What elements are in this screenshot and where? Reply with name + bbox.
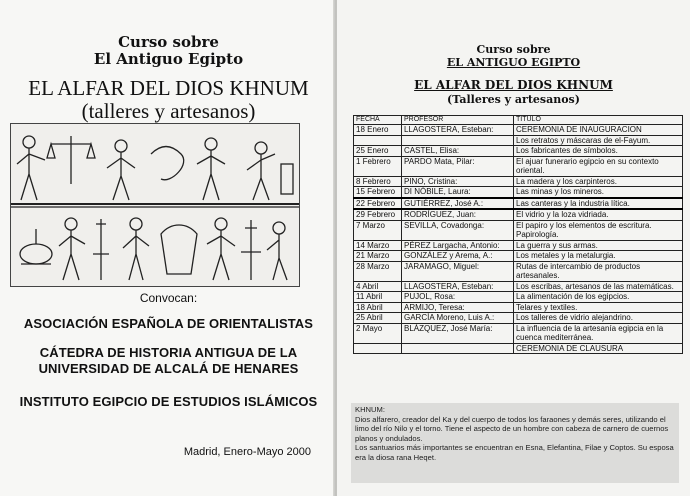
cell-fecha [354,343,402,354]
cell-fecha: 14 Marzo [354,240,402,251]
cell-profesor: BLÁZQUEZ, José María: [402,323,514,343]
cell-profesor: LLAGOSTERA, Esteban: [402,281,514,292]
cell-profesor: CASTEL, Elisa: [402,146,514,157]
right-page [337,0,690,496]
khnum-note [351,403,679,483]
table-header-row [354,116,683,125]
cell-titulo: La influencia de la artesanía egipcia en la cuenca mediterránea. [514,323,683,343]
header-titulo: TÍTULO [514,116,683,125]
schedule-table [353,115,683,354]
table-row [354,292,683,303]
cell-profesor: PINO, Cristina: [402,176,514,187]
cell-titulo: El vidrio y la loza vidriada. [514,209,683,220]
table-row [354,146,683,157]
right-subtitle: (Talleres y artesanos) [447,93,580,106]
organizer-3: INSTITUTO EGIPCIO DE ESTUDIOS ISLÁMICOS [19,394,318,409]
cell-fecha: 18 Abril [354,302,402,313]
cell-titulo: Los metales y la metalurgia. [514,251,683,262]
table-row [354,240,683,251]
cell-fecha: 22 Febrero [354,198,402,210]
cell-fecha: 18 Enero [354,125,402,136]
table-row [354,156,683,176]
table-row [354,187,683,198]
organizer-2-line1: CÁTEDRA DE HISTORIA ANTIGUA DE LA [39,345,298,360]
egyptian-relief-illustration [10,123,300,287]
cell-titulo: El papiro y los elementos de escritura. Papirología. [514,220,683,240]
table-row [354,125,683,136]
table-row [354,313,683,324]
table-row [354,251,683,262]
cell-fecha: 7 Marzo [354,220,402,240]
worker-figure-1 [17,136,45,200]
cell-profesor: GONZÁLEZ y Arema, A.: [402,251,514,262]
cell-titulo: Rutas de intercambio de productos artesanales. [514,261,683,281]
table-row [354,281,683,292]
cell-profesor: PUJOL, Rosa: [402,292,514,303]
right-course-line2: EL ANTIGUO EGIPTO [446,56,581,69]
cell-fecha: 4 Abril [354,281,402,292]
cell-titulo: Los fabricantes de símbolos. [514,146,683,157]
cell-fecha: 1 Febrero [354,156,402,176]
cell-profesor: GARCÍA Moreno, Luis A.: [402,313,514,324]
cell-profesor: RODRÍGUEZ, Juan: [402,209,514,220]
header-fecha: FECHA [354,116,402,125]
worker-figure-2 [107,140,135,200]
cell-profesor: ARMIJO, Teresa: [402,302,514,313]
cell-titulo: La alimentación de los egipcios. [514,292,683,303]
cell-titulo: Las minas y los mineros. [514,187,683,198]
organizer-1: ASOCIACIÓN ESPAÑOLA DE ORIENTALISTAS [23,316,314,331]
table-row [354,261,683,281]
cell-profesor [402,135,514,146]
cell-fecha: 15 Febrero [354,187,402,198]
cell-titulo: Las canteras y la industria lítica. [514,198,683,210]
cell-titulo: La guerra y sus armas. [514,240,683,251]
cell-profesor: DI NÓBILE, Laura: [402,187,514,198]
cell-titulo: CEREMONIA DE INAUGURACION [514,125,683,136]
main-title: EL ALFAR DEL DIOS KHNUM [28,76,309,100]
cell-titulo: El ajuar funerario egipcio en su contexto oriental. [514,156,683,176]
cell-fecha: 29 Febrero [354,209,402,220]
course-title-line2: El Antiguo Egipto [93,50,244,68]
cell-profesor: GUTIÉRREZ, José A.: [402,198,514,210]
furnace-shape [151,147,184,180]
cell-titulo: Los talleres de vidrio alejandrino. [514,313,683,324]
cell-profesor: SEVILLA, Covadonga: [402,220,514,240]
cell-titulo: La madera y los carpinteros. [514,176,683,187]
khnum-text-1: Dios alfarero, creador del Ka y del cuerpo de todos los faraones y demás seres, utilizando el limo del río Nilo y el torno. Tiene el aspecto de un hombre con cabeza de carnero de cuernos planos y ondulados. [355,414,669,443]
cell-fecha: 2 Mayo [354,323,402,343]
cell-profesor: PARDO Mata, Pilar: [402,156,514,176]
table-row [354,209,683,220]
cell-fecha: 25 Abril [354,313,402,324]
cell-fecha: 21 Marzo [354,251,402,262]
cell-titulo: Telares y textiles. [514,302,683,313]
table-row [354,135,683,146]
left-page [0,0,337,496]
right-course-line1: Curso sobre [476,43,551,56]
cell-titulo: Los escribas, artesanos de las matemáticas. [514,281,683,292]
balance-scale [47,136,95,184]
lower-register [20,218,287,280]
table-row [354,198,683,210]
table-row [354,176,683,187]
organizer-2-line2: UNIVERSIDAD DE ALCALÁ DE HENARES [38,361,299,376]
cell-profesor [402,343,514,354]
table-row [354,323,683,343]
cell-titulo: CEREMONIA DE CLAUSURA [514,343,683,354]
course-title-line1: Curso sobre [118,33,219,51]
table-row [354,220,683,240]
cell-fecha: 11 Abril [354,292,402,303]
table-row [354,343,683,354]
cell-profesor: LLAGOSTERA, Esteban: [402,125,514,136]
cell-fecha: 28 Marzo [354,261,402,281]
khnum-heading: KHNUM: [355,405,385,414]
cell-fecha [354,135,402,146]
table-row [354,302,683,313]
location-date: Madrid, Enero-Mayo 2000 [183,446,311,458]
cell-titulo: Los retratos y máscaras de el-Fayum. [514,135,683,146]
header-profesor: PROFESOR [402,116,514,125]
convocan-label: Convocan: [139,291,198,305]
cell-fecha: 25 Enero [354,146,402,157]
khnum-text-2: Los santuarios más importantes se encuentran en Esna, Elefantina, Filae y Coptos. Su esposa era la diosa rana Heqet. [355,443,674,462]
cell-profesor: JARAMAGO, Miguel: [402,261,514,281]
worker-figure-4 [247,142,275,200]
worker-figure-3 [197,138,225,200]
cell-profesor: PÉREZ Largacha, Antonio: [402,240,514,251]
relief-drawing [11,124,299,286]
cell-fecha: 8 Febrero [354,176,402,187]
main-subtitle: (talleres y artesanos) [81,99,256,123]
right-title: EL ALFAR DEL DIOS KHNUM [414,78,613,92]
